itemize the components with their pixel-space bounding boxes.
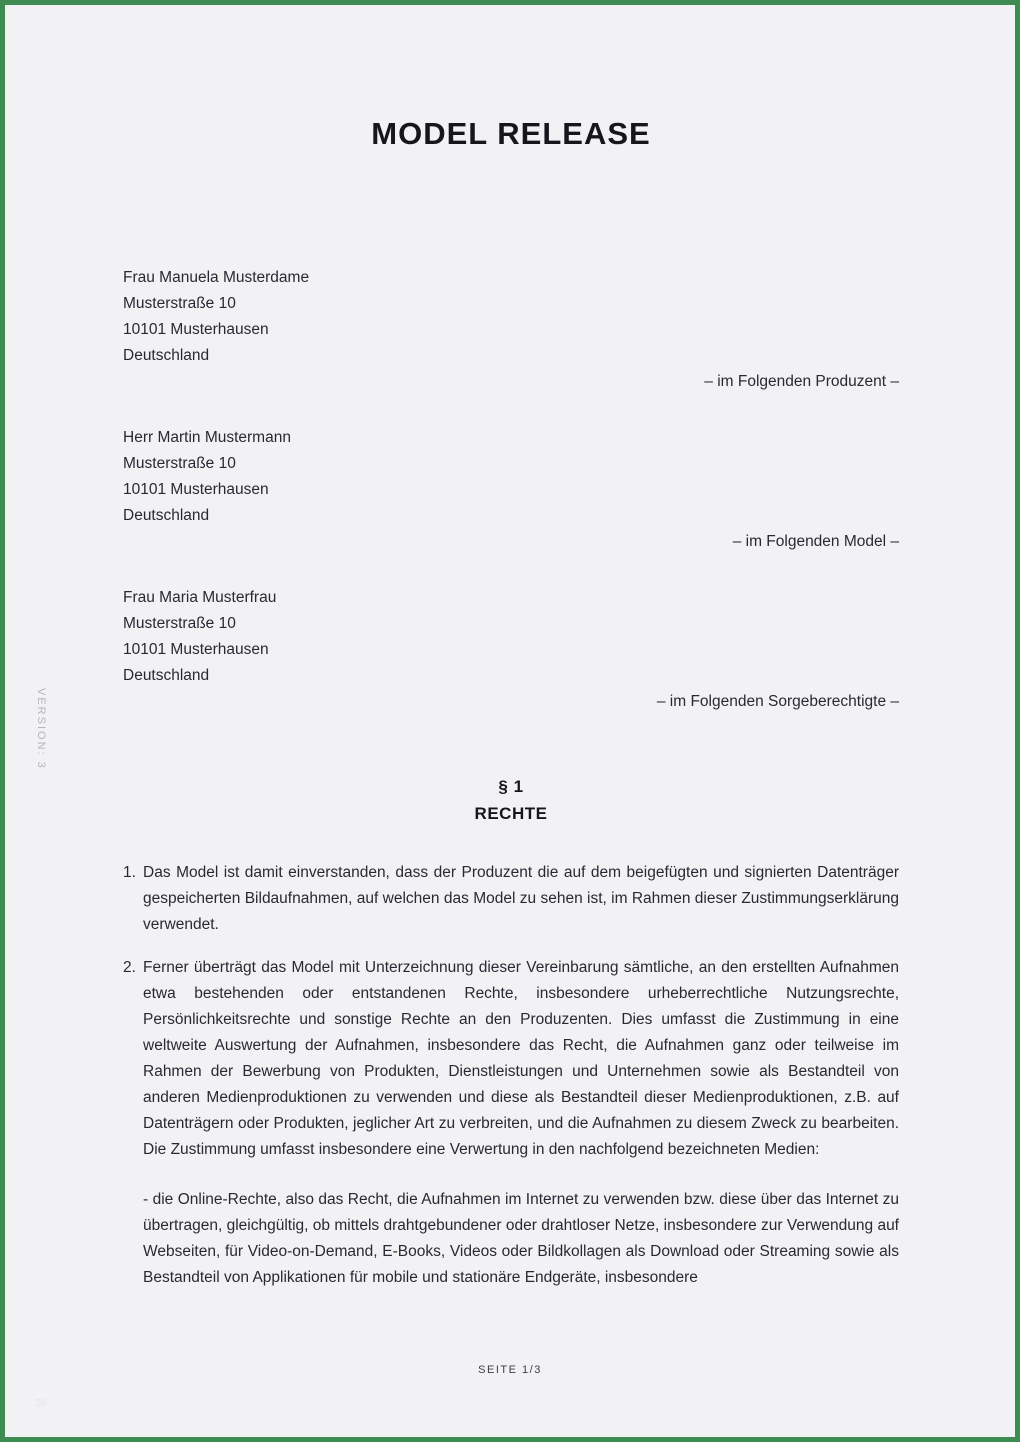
clause-list: [123, 860, 899, 1163]
clause-text: Das Model ist damit einverstanden, dass der Produzent die auf dem beigefügten und signierten Datenträger gespeicherten Bildaufnahmen, auf welchen das Model zu sehen ist, im Rahmen dieser Zustimmungserklärung verwendet.: [143, 864, 899, 933]
party-role-label: – im Folgenden Model –: [732, 533, 899, 550]
document-title: MODEL RELEASE: [371, 116, 651, 151]
party-name: Frau Maria Musterfrau: [123, 589, 277, 606]
party-role-label: – im Folgenden Produzent –: [704, 373, 899, 390]
party-role-label: – im Folgenden Sorgeberechtigte –: [656, 693, 899, 710]
party-name: Herr Martin Mustermann: [123, 429, 291, 446]
page-number-footer: SEITE 1/3: [478, 1364, 542, 1376]
corner-watermark: 20: [35, 1398, 47, 1409]
parties-section: [123, 265, 899, 715]
party-street: Musterstraße 10: [123, 295, 236, 312]
page-content: [5, 5, 1015, 1291]
section-heading: [123, 773, 899, 827]
party-street: Musterstraße 10: [123, 615, 236, 632]
clause-text: Ferner überträgt das Model mit Unterzeichnung dieser Vereinbarung sämtliche, an den erstellten Aufnahmen etwa bestehenden oder entstandenen Rechte, insbesondere urheberrechtliche Nutzungsrechte, Persönlichkeitsrechte und sonstige Rechte an den Produzenten. Dies umfasst die Zustimmung in eine weltweite Auswertung der Aufnahmen, insbesondere das Recht, die Aufnahmen ganz oder teilweise im Rahmen der Bewerbung von Produkten, Dienstleistungen und Unternehmen sowie als Bestandteil von anderen Medienproduktionen zu verwenden und diese als Bestandteil dieser Medienproduktionen, z.B. auf Datenträgern oder Produkten, jeglicher Art zu verbreiten, und die Aufnahmen zu diesem Zweck zu bearbeiten. Die Zustimmung umfasst insbesondere eine Verwertung in den nachfolgend bezeichneten Medien:: [143, 959, 899, 1158]
party-block-guardian: [123, 585, 899, 715]
party-block-model: [123, 425, 899, 555]
clause-number: 2.: [123, 959, 136, 976]
party-block-producer: [123, 265, 899, 395]
version-label: VERSION: 3: [35, 688, 47, 770]
section-title: RECHTE: [474, 804, 548, 823]
clause-item-2: [123, 955, 899, 1163]
party-city: 10101 Musterhausen: [123, 641, 269, 658]
party-country: Deutschland: [123, 667, 210, 684]
party-name: Frau Manuela Musterdame: [123, 269, 310, 286]
section-number: § 1: [498, 777, 524, 796]
party-street: Musterstraße 10: [123, 455, 236, 472]
online-rights-paragraph: - die Online-Rechte, also das Recht, die Aufnahmen im Internet zu verwenden bzw. diese über das Internet zu übertragen, gleichgültig, ob mittels drahtgebundener oder drahtloser Netze, insbesondere zur Verwendung auf Webseiten, für Video-on-Demand, E-Books, Videos oder Bildkollagen als Download oder Streaming sowie als Bestandteil von Applikationen für mobile und stationäre Endgeräte, insbesondere: [143, 1191, 899, 1286]
party-city: 10101 Musterhausen: [123, 481, 269, 498]
party-country: Deutschland: [123, 507, 210, 524]
party-city: 10101 Musterhausen: [123, 321, 269, 338]
clause-number: 1.: [123, 864, 136, 881]
party-country: Deutschland: [123, 347, 210, 364]
clause-item-1: [123, 860, 899, 938]
